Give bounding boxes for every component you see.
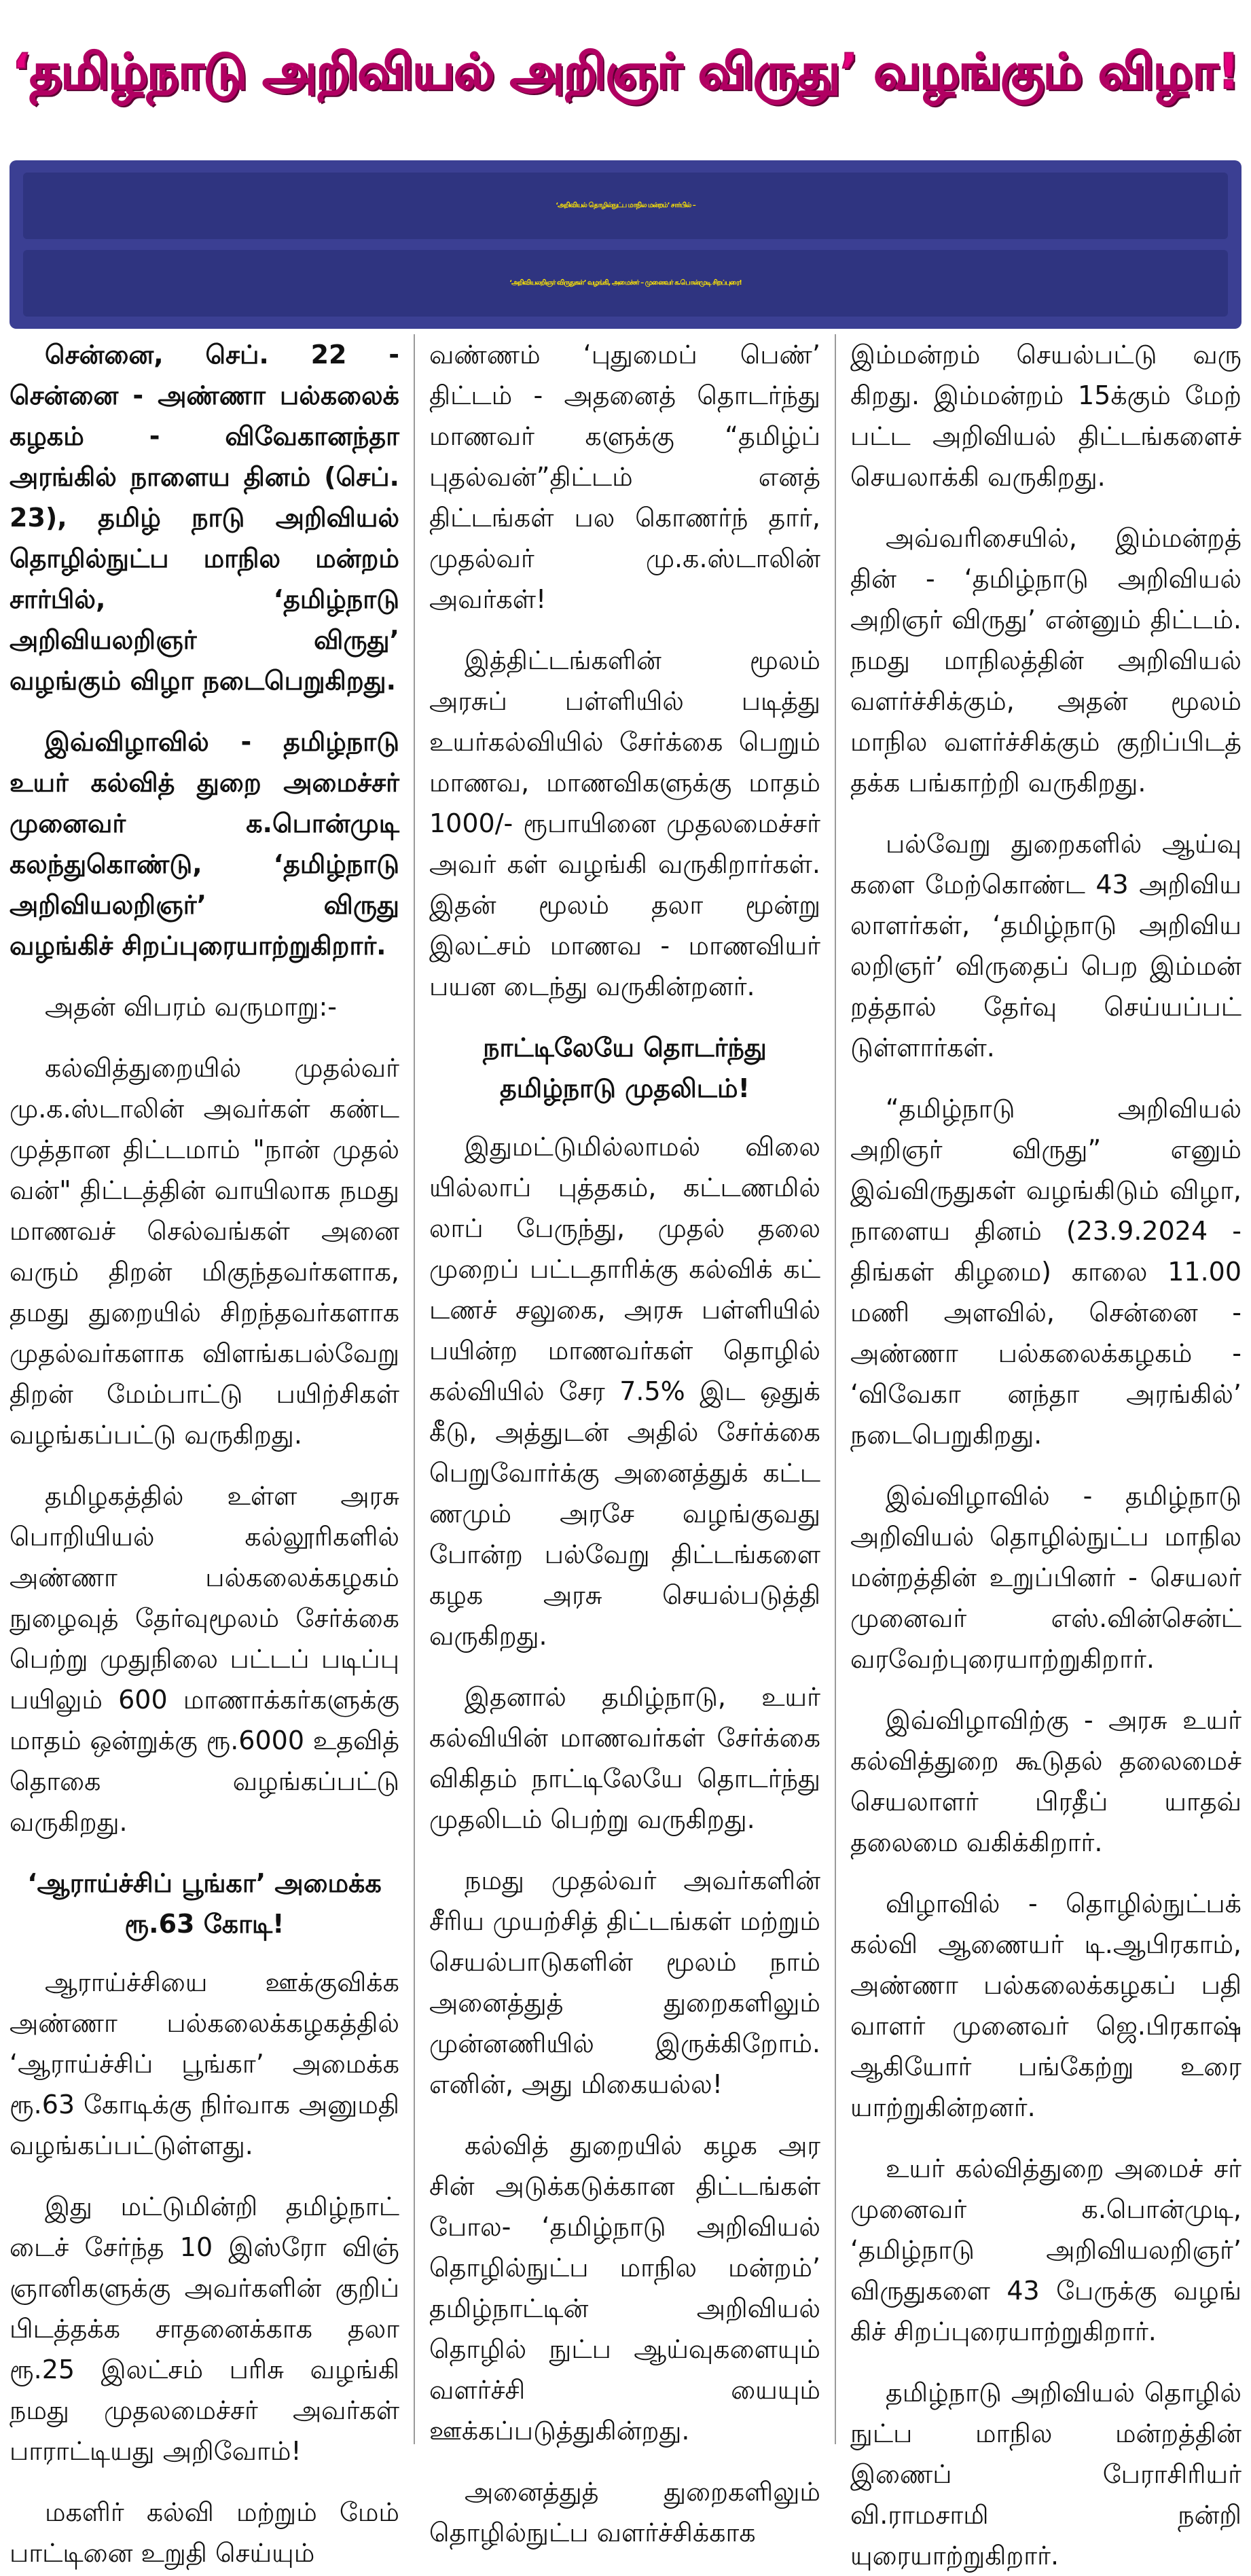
article-paragraph: “தமிழ்நாடு அறிவியல் அறிஞர் விருது” எனும் இவ்விருதுகள் வழங்கிடும் விழா, நாளைய தினம் (23.9.2024 - திங்கள் கிழமை) காலை 11.00 மணி அளவில், சென்னை - அண்ணா பல்கலைக்கழகம் - ‘விவேகா னந்தா அரங்கில்’ நடைபெறுகிறது. xyxy=(850,1094,1241,1450)
article-paragraph: இதனால் தமிழ்நாடு, உயர் கல்வியின் மாணவர்கள் சேர்க்கை விகிதம் நாட்டிலேயே தொடர்ந்து முதலிடம் பெற்று வருகிறது. xyxy=(429,1682,820,1834)
article-paragraph: உயர் கல்வித்துறை அமைச் சர் முனைவர் க.பொன்முடி, ‘தமிழ்நாடு அறிவியலறிஞர்’ விருதுகளை 43 பேருக்கு வழங் கிச் சிறப்புரையாற்றுகிறார். xyxy=(850,2153,1241,2346)
subheading-banner xyxy=(10,160,1241,329)
headline-band xyxy=(0,0,1251,149)
article-paragraph: வண்ணம் ‘புதுமைப் பெண்’ திட்டம் - அதனைத் தொடர்ந்து மாணவர் களுக்கு “தமிழ்ப் புதல்வன்”திட்டம் எனத் திட்டங்கள் பல கொணர்ந் தார், முதல்வர் மு.க.ஸ்டாலின் அவர்கள்! xyxy=(429,340,820,614)
banner-line-2: ‘அறிவியலறிஞர் விருதுகள்’ வழங்கி, அமைச்சர் – முனைவர் க.பொன்முடி சிறப்புரை! xyxy=(23,250,1228,317)
article-paragraph: இத்திட்டங்களின் மூலம் அரசுப் பள்ளியில் படித்து உயர்கல்வியில் சேர்க்கை பெறும் மாணவ, மாணவிகளுக்கு மாதம் 1000/- ரூபாயினை முதலமைச்சர் அவர் கள் வழங்கி வருகிறார்கள். இதன் மூலம் தலா மூன்று இலட்சம் மாணவ - மாணவியர் பயன டைந்து வருகின்றனர். xyxy=(429,645,820,1001)
article-paragraph: தமிழகத்தில் உள்ள அரசு பொறியியல் கல்லூரிகளில் அண்ணா பல்கலைக்கழகம் நுழைவுத் தேர்வுமூலம் சேர்க்கை பெற்று முதுநிலை பட்டப் படிப்பு பயிலும் 600 மாணாக்கர்களுக்கு மாதம் ஒன்றுக்கு ரூ.6000 உதவித் தொகை வழங்கப்பட்டு வருகிறது. xyxy=(10,1481,399,1837)
article-paragraph: ஆராய்ச்சியை ஊக்குவிக்க அண்ணா பல்கலைக்கழகத்தில் ‘ஆராய்ச்சிப் பூங்கா’ அமைக்க ரூ.63 கோடிக்கு நிர்வாக அனுமதி வழங்கப்பட்டுள்ளது. xyxy=(10,1967,399,2160)
article-paragraph: அவ்வரிசையில், இம்மன்றத் தின் - ‘தமிழ்நாடு அறிவியல் அறிஞர் விருது’ என்னும் திட்டம். நமது மாநிலத்தின் அறிவியல் வளர்ச்சிக்கும், அதன் மூலம் மாநில வளர்ச்சிக்கும் குறிப்பிடத் தக்க பங்காற்றி வருகிறது. xyxy=(850,523,1241,798)
headline: ‘தமிழ்நாடு அறிவியல் அறிஞர் விருது’ வழங்கும் விழா! xyxy=(12,43,1239,100)
article-paragraph: இது மட்டுமின்றி தமிழ்நாட் டைச் சேர்ந்த 10 இஸ்ரோ விஞ் ஞானிகளுக்கு அவர்களின் குறிப் பிடத்தக்க சாதனைக்காக தலா ரூ.25 இலட்சம் பரிசு வழங்கி நமது முதலமைச்சர் அவர்கள் பாராட்டியது அறிவோம்! xyxy=(10,2192,399,2466)
article-paragraph: இவ்விழாவில் - தமிழ்நாடு உயர் கல்வித் துறை அமைச்சர் முனைவர் க.பொன்முடி கலந்துகொண்டு, ‘தமிழ்நாடு அறிவியலறிஞர்’ விருது வழங்கிச் சிறப்புரையாற்றுகிறார். xyxy=(10,727,399,961)
article-paragraph: இவ்விழாவில் - தமிழ்நாடு அறிவியல் தொழில்நுட்ப மாநில மன்றத்தின் உறுப்பினர் - செயலர் முனைவர் எஸ்.வின்சென்ட் வரவேற்புரையாற்றுகிறார். xyxy=(850,1481,1241,1674)
section-subheading: ‘ஆராய்ச்சிப் பூங்கா’ அமைக்க ரூ.63 கோடி! xyxy=(27,1868,382,1939)
article-paragraph: இம்மன்றம் செயல்பட்டு வரு கிறது. இம்மன்றம் 15க்கும் மேற் பட்ட அறிவியல் திட்டங்களைச் செயலாக்கி வருகிறது. xyxy=(850,340,1241,492)
article-paragraph: சென்னை, செப். 22 - சென்னை - அண்ணா பல்கலைக் கழகம் - விவேகானந்தா அரங்கில் நாளைய தினம் (செப். 23), தமிழ் நாடு அறிவியல் தொழில்நுட்ப மாநில மன்றம் சார்பில், ‘தமிழ்நாடு அறிவியலறிஞர் விருது’ வழங்கும் விழா நடைபெறுகிறது. xyxy=(10,340,399,696)
article-paragraph: தமிழ்நாடு அறிவியல் தொழில் நுட்ப மாநில மன்றத்தின் இணைப் பேராசிரியர் வி.ராமசாமி நன்றி யுரையாற்றுகிறார். xyxy=(850,2378,1241,2571)
article-paragraph: கல்வித் துறையில் கழக அர சின் அடுக்கடுக்கான திட்டங்கள் போல- ‘தமிழ்நாடு அறிவியல் தொழில்நுட்ப மாநில மன்றம்’ தமிழ்நாட்டின் அறிவியல் தொழில் நுட்ப ஆய்வுகளையும் வளர்ச்சி யையும் ஊக்கப்படுத்துகின்றது. xyxy=(429,2130,820,2446)
article-body xyxy=(0,334,1251,2571)
article-paragraph: நமது முதல்வர் அவர்களின் சீரிய முயற்சித் திட்டங்கள் மற்றும் செயல்பாடுகளின் மூலம் நாம் அனைத்துத் துறைகளிலும் முன்னணியில் இருக்கிறோம். எனின், அது மிகையல்ல! xyxy=(429,1865,820,2099)
banner-line-1: ‘அறிவியல் தொழில்நுட்ப மாநில மன்றம்’ சார்பில் – xyxy=(23,173,1228,239)
article-paragraph: கல்வித்துறையில் முதல்வர் மு.க.ஸ்டாலின் அவர்கள் கண்ட முத்தான திட்டமாம் "நான் முதல் வன்" திட்டத்தின் வாயிலாக நமது மாணவச் செல்வங்கள் அனை வரும் திறன் மிகுந்தவர்களாக, தமது துறையில் சிறந்தவர்களாக முதல்வர்களாக விளங்கபல்வேறு திறன் மேம்பாட்டு பயிற்சிகள் வழங்கப்பட்டு வருகிறது. xyxy=(10,1053,399,1450)
section-subheading: நாட்டிலேயே தொடர்ந்து தமிழ்நாடு முதலிடம்! xyxy=(483,1033,767,1103)
article-paragraph: அனைத்துத் துறைகளிலும் தொழில்நுட்ப வளர்ச்சிக்காக xyxy=(429,2477,820,2547)
article-column-1 xyxy=(0,334,409,2568)
article-paragraph: இவ்விழாவிற்கு - அரசு உயர் கல்வித்துறை கூடுதல் தலைமைச் செயலாளர் பிரதீப் யாதவ் தலைமை வகிக்கிறார். xyxy=(850,1705,1241,1857)
article-column-3 xyxy=(841,334,1251,2571)
article-paragraph: அதன் விபரம் வருமாறு:- xyxy=(45,992,338,1022)
article-paragraph: பல்வேறு துறைகளில் ஆய்வு களை மேற்கொண்ட 43 அறிவிய லாளர்கள், ‘தமிழ்நாடு அறிவிய லறிஞர்’ விருதைப் பெற இம்மன் றத்தால் தேர்வு செய்யப்பட் டுள்ளார்கள். xyxy=(850,829,1241,1062)
article-column-2 xyxy=(420,334,830,2547)
article-paragraph: மகளிர் கல்வி மற்றும் மேம் பாட்டினை உறுதி செய்யும் xyxy=(10,2497,399,2568)
article-paragraph: விழாவில் - தொழில்நுட்பக் கல்வி ஆணையர் டி.ஆபிரகாம், அண்ணா பல்கலைக்கழகப் பதி வாளர் முனைவர் ஜெ.பிரகாஷ் ஆகியோர் பங்கேற்று உரை யாற்றுகின்றனர். xyxy=(850,1889,1241,2122)
article-paragraph: இதுமட்டுமில்லாமல் விலை யில்லாப் புத்தகம், கட்டணமில் லாப் பேருந்து, முதல் தலை முறைப் பட்டதாரிக்கு கல்விக் கட் டணச் சலுகை, அரசு பள்ளியில் பயின்ற மாணவர்கள் தொழில் கல்வியில் சேர 7.5% இட ஒதுக் கீடு, அத்துடன் அதில் சேர்க்கை பெறுவோர்க்கு அனைத்துக் கட்ட ணமும் அரசே வழங்குவது போன்ற பல்வேறு திட்டங்களை கழக அரசு செயல்படுத்தி வருகிறது. xyxy=(429,1132,820,1651)
